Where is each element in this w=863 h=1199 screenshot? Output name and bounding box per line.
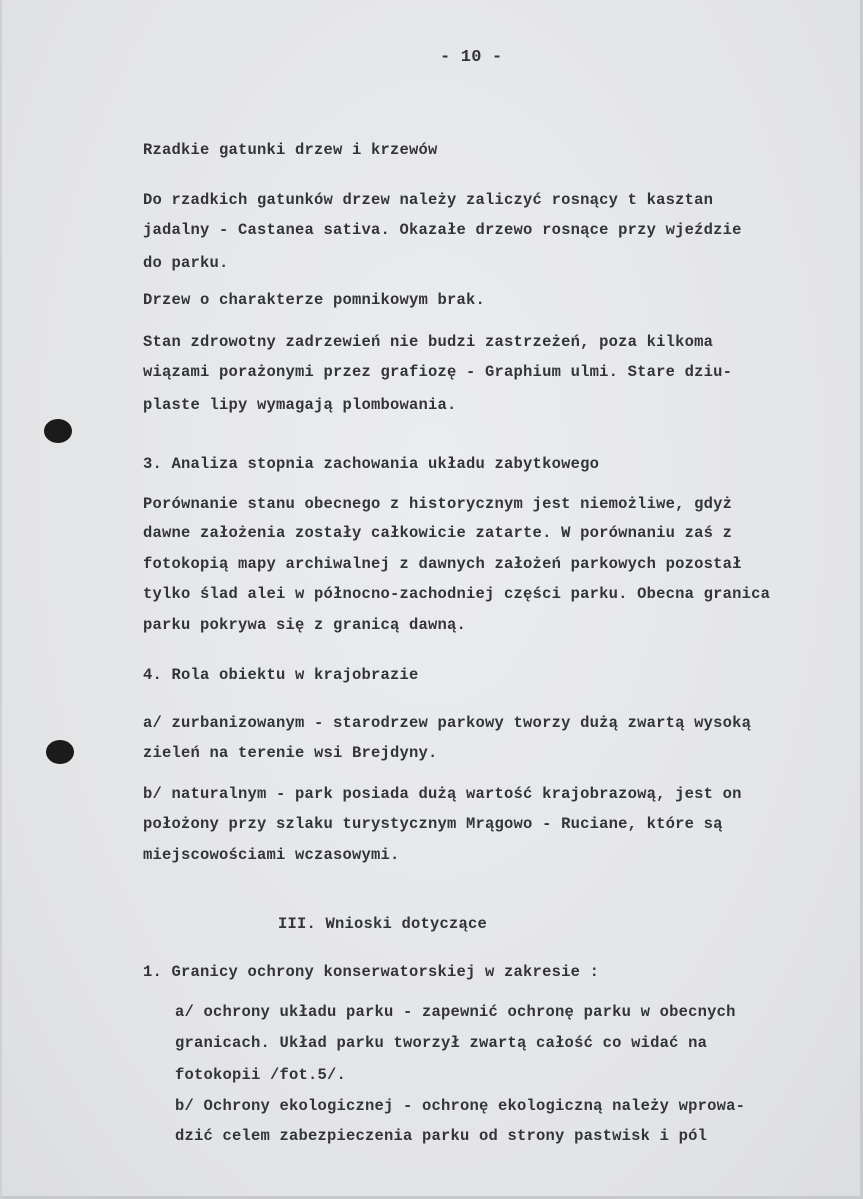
text-line: położony przy szlaku turystycznym Mrągowo - Ruciane, które są xyxy=(143,815,723,833)
section-heading-3: 3. Analiza stopnia zachowania układu zabytkowego xyxy=(143,455,600,473)
text-line: a/ ochrony układu parku - zapewnić ochronę parku w obecnych xyxy=(175,1003,736,1021)
text-line: fotokopią mapy archiwalnej z dawnych założeń parkowych pozostał xyxy=(143,555,742,573)
text-line: a/ zurbanizowanym - starodrzew parkowy tworzy dużą zwartą wysoką xyxy=(143,714,752,732)
text-line: dawne założenia zostały całkowicie zatarte. W porównaniu zaś z xyxy=(143,524,733,542)
punch-hole-icon xyxy=(46,740,74,764)
punch-hole-icon xyxy=(44,419,72,443)
section-heading-rare-species: Rzadkie gatunki drzew i krzewów xyxy=(143,141,438,159)
subsection-heading-1: 1. Granicy ochrony konserwatorskiej w zakresie : xyxy=(143,963,600,981)
text-line: granicach. Układ parku tworzył zwartą całość co widać na xyxy=(175,1034,708,1052)
text-line: Drzew o charakterze pomnikowym brak. xyxy=(143,291,486,309)
text-line: plaste lipy wymagają plombowania. xyxy=(143,396,457,414)
text-line: wiązami porażonymi przez grafiozę - Graphium ulmi. Stare dziu- xyxy=(143,363,733,381)
text-line: zieleń na terenie wsi Brejdyny. xyxy=(143,744,438,762)
text-line: fotokopii /fot.5/. xyxy=(175,1066,347,1084)
text-line: jadalny - Castanea sativa. Okazałe drzewo rosnące przy wjeździe xyxy=(143,221,742,239)
text-line: do parku. xyxy=(143,254,229,272)
text-line: b/ naturalnym - park posiada dużą wartość krajobrazową, jest on xyxy=(143,785,742,803)
text-line: tylko ślad alei w północno-zachodniej części parku. Obecna granica xyxy=(143,585,771,603)
text-line: Porównanie stanu obecnego z historycznym jest niemożliwe, gdyż xyxy=(143,495,733,513)
text-line: Do rzadkich gatunków drzew należy zaliczyć rosnący t kasztan xyxy=(143,191,714,209)
page-number: - 10 - xyxy=(440,48,503,67)
text-line: miejscowościami wczasowymi. xyxy=(143,846,400,864)
text-line: dzić celem zabezpieczenia parku od strony pastwisk i pól xyxy=(175,1127,708,1145)
section-heading-4: 4. Rola obiektu w krajobrazie xyxy=(143,666,419,684)
text-line: parku pokrywa się z granicą dawną. xyxy=(143,616,467,634)
text-line: b/ Ochrony ekologicznej - ochronę ekologiczną należy wprowa- xyxy=(175,1097,746,1115)
text-line: Stan zdrowotny zadrzewień nie budzi zastrzeżeń, poza kilkoma xyxy=(143,333,714,351)
section-heading-III: III. Wnioski dotyczące xyxy=(278,915,488,933)
